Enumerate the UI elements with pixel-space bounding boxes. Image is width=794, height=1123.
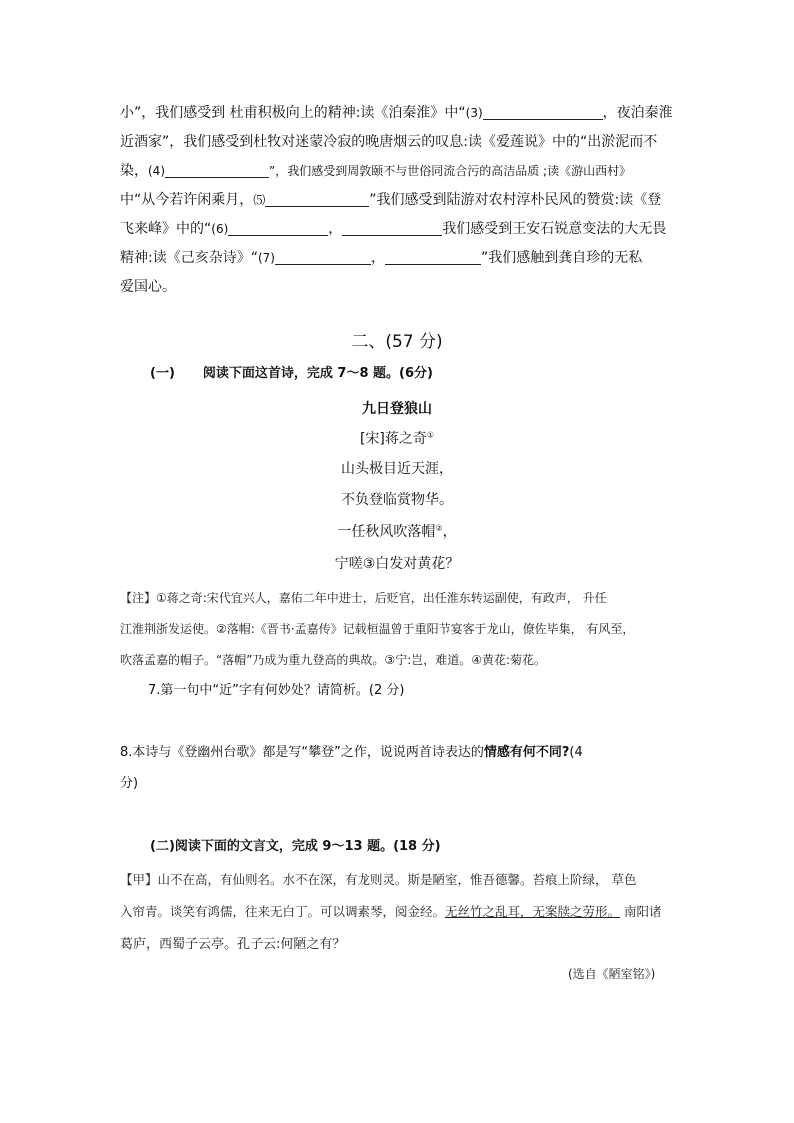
intro-line-6: 精神:读《己亥杂诗》“(7) ， ”我们感触到龚自珍的无私 — [120, 250, 643, 266]
answer-blank-7a[interactable] — [275, 250, 371, 265]
note-line-3: 吹落孟嘉的帽子。“落帽”乃成为重九登高的典故。③宁:岂，难道。④黄花:菊花。 — [120, 653, 547, 667]
intro-line-5: 飞来峰》中的“(6) ， 我们感受到王安石锐意变法的大无畏 — [120, 221, 667, 237]
classical-text-line-2: 入帘青。谈笑有鸿儒，往来无白丁。可以调素琴，阅金经。无丝竹之乱耳，无案牍之劳形。 南阳诸 — [120, 904, 662, 919]
classical-source: (选自《陋室铭》) — [568, 967, 656, 981]
question-7: 7.第一句中“近”字有何妙处？请简析。(2 分) — [148, 683, 405, 698]
poem-line-1: 山头极目近天涯， — [341, 461, 453, 477]
answer-blank-4[interactable] — [165, 163, 269, 178]
note-line-1: 【注】①蒋之奇:宋代宜兴人，嘉佑二年中进士，后贬官，出任淮东转运副使，有政声， 升任 — [120, 591, 607, 605]
underlined-sentence: 无丝竹之乱耳，无案牍之劳形。 — [445, 904, 621, 919]
classical-text-line-3: 葛庐，西蜀子云亭。孔子云:何陋之有？ — [120, 937, 346, 952]
section-title: 二、(57 分) — [351, 332, 443, 352]
answer-blank-5[interactable] — [265, 192, 369, 207]
question-8-continued: 分) — [120, 776, 139, 791]
note-line-2: 江淮荆浙发运使。②落帽:《晋书·孟嘉传》记载桓温曾于重阳节宴客于龙山，僚佐毕集， 有风至， — [120, 622, 635, 636]
part1-instruction: (一) 阅读下面这首诗，完成 7～8 题。(6分) — [150, 366, 433, 381]
answer-blank-7b[interactable] — [385, 250, 481, 265]
classical-text-line-1: 【甲】山不在高，有仙则名。水不在深，有龙则灵。斯是陋室，惟吾德馨。苔痕上阶绿， 草色 — [120, 872, 637, 887]
answer-blank-6a[interactable] — [228, 221, 328, 236]
intro-line-7: 爱国心。 — [120, 279, 176, 295]
poem-line-2: 不负登临赏物华。 — [341, 492, 453, 508]
question-8: 8.本诗与《登幽州台歌》都是写“攀登”之作，说说两首诗表达的情感有何不同?(4 — [120, 745, 583, 760]
intro-line-4: 中“从今若许闲乘月，⑸ ”我们感受到陆游对农村淳朴民风的赞赏:读《登 — [120, 192, 662, 208]
answer-blank-6b[interactable] — [342, 221, 442, 236]
part2-instruction: (二)阅读下面的文言文，完成 9～13 题。(18 分) — [150, 839, 441, 854]
poem-title: 九日登狼山 — [362, 401, 432, 417]
intro-line-1: 小”，我们感受到 杜甫积极向上的精神:读《泊秦淮》中“(3) ，夜泊秦淮 — [120, 105, 673, 121]
poem-line-4: 宁嗟③白发对黄花？ — [334, 556, 460, 572]
intro-line-3: 染，(4) ”，我们感受到周敦颐不与世俗同流合污的高洁品质 ;读《游山西村》 — [120, 163, 632, 179]
poem-line-3: 一任秋风吹落帽②， — [337, 523, 457, 540]
poem-author: [宋]蒋之奇① — [359, 430, 435, 447]
answer-blank-3[interactable] — [483, 105, 603, 120]
intro-line-2: 近酒家”，我们感受到杜牧对迷蒙冷寂的晚唐烟云的叹息:读《爱莲说》中的“出淤泥而不 — [120, 134, 658, 150]
